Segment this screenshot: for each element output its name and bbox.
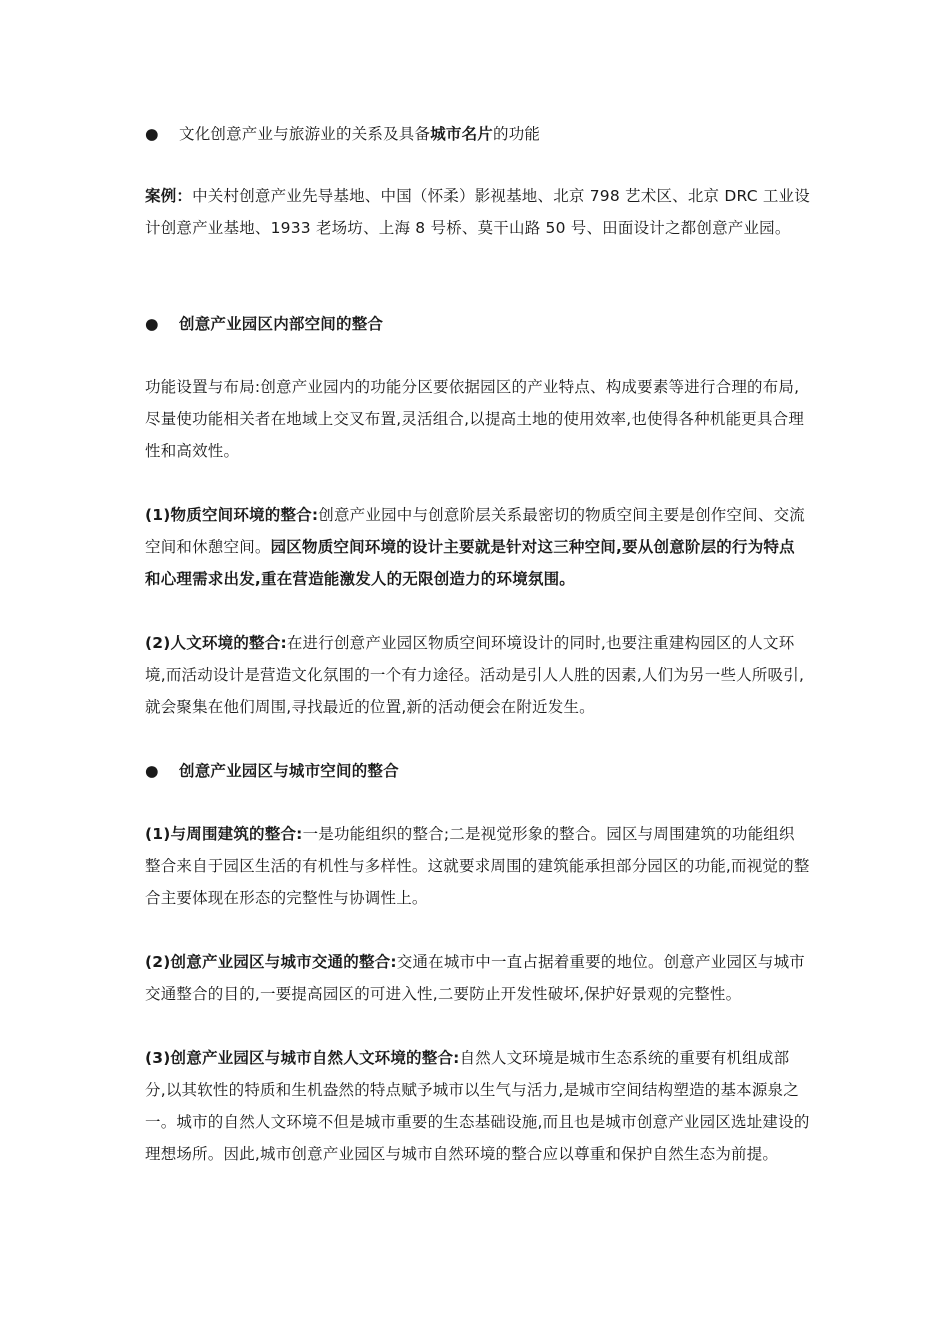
case-label: 案例： (145, 187, 193, 205)
case-paragraph (145, 180, 810, 244)
bullet-item-internal-space (145, 308, 810, 340)
case-text: 中关村创意产业先导基地、中国（怀柔）影视基地、北京 798 艺术区、北京 DRC 工业设计创意产业基地、1933 老场坊、上海 8 号桥、莫干山路 50 号、田面设计之都创意产业园。 (145, 187, 810, 237)
bullet-item-urban-space (145, 755, 810, 787)
paragraph-label: (3)创意产业园区与城市自然人文环境的整合: (145, 1049, 460, 1067)
paragraph-text: 交通在城市中一直占据着重要的地位。创意产业园区与城市交通整合的目的,一要提高园区的可进入性,二要防止开发性破坏,保护好景观的完整性。 (145, 953, 805, 1003)
paragraph-label: (1)物质空间环境的整合: (145, 506, 319, 524)
paragraph-text: 在进行创意产业园区物质空间环境设计的同时,也要注重建构园区的人文环境,而活动设计是营造文化氛围的一个有力途径。活动是引人人胜的因素,人们为另一些人所吸引,就会聚集在他们周围,寻找最近的位置,新的活动便会在附近发生。 (145, 634, 805, 716)
section-heading: 创意产业园区内部空间的整合 (179, 315, 384, 333)
function-layout-paragraph (145, 371, 810, 467)
bullet-icon: ● (145, 762, 159, 780)
paragraph-text: 功能设置与布局:创意产业园内的功能分区要依据园区的产业特点、构成要素等进行合理的布局,尽量使功能相关者在地域上交叉布置,灵活组合,以提高土地的使用效率,也使得各种机能更具合理性和高效性。 (145, 378, 805, 460)
section-heading: 创意产业园区与城市空间的整合 (179, 762, 399, 780)
physical-space-paragraph (145, 499, 810, 595)
natural-humanistic-paragraph (145, 1042, 810, 1170)
paragraph-label: (2)人文环境的整合: (145, 634, 287, 652)
paragraph-text: 自然人文环境是城市生态系统的重要有机组成部分,以其软性的特质和生机盎然的特点赋予城市以生气与活力,是城市空间结构塑造的基本源泉之一。城市的自然人文环境不但是城市重要的生态基础设施,而且也是城市创意产业园区选址建设的理想场所。因此,城市创意产业园区与城市自然环境的整合应以尊重和保护自然生态为前提。 (145, 1049, 810, 1163)
bullet-text-bold: 城市名片 (430, 125, 494, 143)
paragraph-text: 创意产业园中与创意阶层关系最密切的物质空间主要是创作空间、交流空间和休憩空间。 (145, 506, 805, 556)
bullet-text: 文化创意产业与旅游业的关系及具备 (179, 125, 431, 143)
bullet-icon: ● (145, 125, 159, 143)
paragraph-label: (2)创意产业园区与城市交通的整合: (145, 953, 397, 971)
humanistic-env-paragraph (145, 627, 810, 723)
bullet-item-culture-tourism (145, 118, 810, 150)
urban-traffic-paragraph (145, 946, 810, 1010)
paragraph-label: (1)与周围建筑的整合: (145, 825, 303, 843)
paragraph-emphasis: 园区物质空间环境的设计主要就是针对这三种空间,要从创意阶层的行为特点和心理需求出发,重在营造能激发人的无限创造力的环境氛围。 (145, 538, 795, 588)
bullet-text-tail: 的功能 (493, 125, 541, 143)
paragraph-text: 一是功能组织的整合;二是视觉形象的整合。园区与周围建筑的功能组织整合来自于园区生活的有机性与多样性。这就要求周围的建筑能承担部分园区的功能,而视觉的整合主要体现在形态的完整性与协调性上。 (145, 825, 810, 907)
surrounding-buildings-paragraph (145, 818, 810, 914)
bullet-icon: ● (145, 315, 159, 333)
